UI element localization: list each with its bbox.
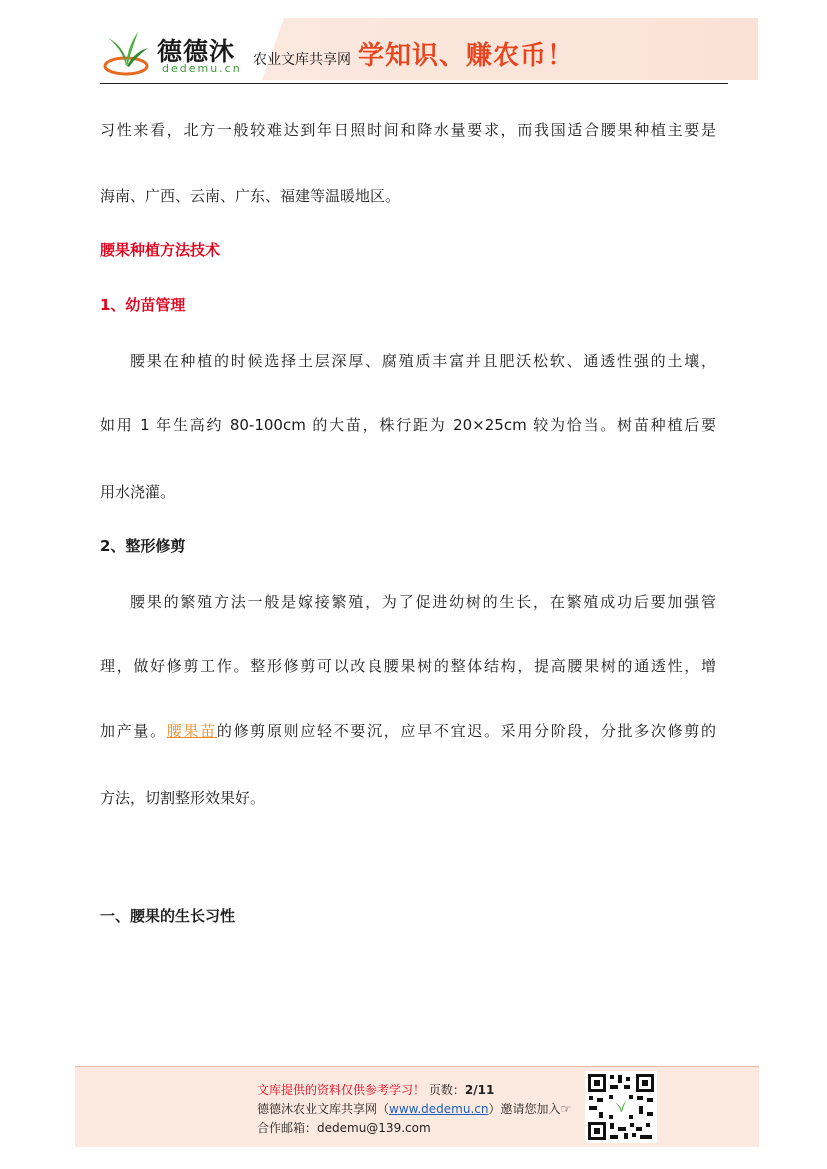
paragraph-line: 习性来看，北方一般较难达到年日照时间和降水量要求，而我国适合腰果种植主要是 bbox=[100, 121, 716, 139]
logo-icon bbox=[102, 30, 150, 76]
text-segment: 加产量。 bbox=[100, 722, 167, 740]
footer-notice-line bbox=[257, 1081, 494, 1098]
paragraph-line bbox=[100, 721, 716, 741]
site-text: 德德沐农业文库共享网（ bbox=[257, 1102, 390, 1116]
footer-site-line bbox=[257, 1100, 571, 1117]
qr-code-icon[interactable] bbox=[585, 1071, 657, 1143]
paragraph-line: 腰果在种植的时候选择土层深厚、腐殖质丰富并且肥沃松软、通透性强的土壤， bbox=[130, 352, 716, 370]
pages-label: 页数： bbox=[428, 1083, 465, 1097]
logo-text: 德德沐 bbox=[157, 37, 236, 66]
subsection-heading: 2、整形修剪 bbox=[100, 537, 186, 555]
paragraph-line: 如用 1 年生高约 80-100cm 的大苗，株行距为 20×25cm 较为恰当。树苗种植后要 bbox=[100, 416, 716, 434]
logo-domain: dedemu.cn bbox=[162, 62, 242, 75]
site-link[interactable]: www.dedemu.cn bbox=[389, 1102, 489, 1116]
seedling-link[interactable]: 腰果苗 bbox=[166, 722, 217, 740]
site-text: ）邀请您加入☞ bbox=[488, 1102, 572, 1116]
section-heading: 腰果种植方法技术 bbox=[100, 241, 221, 259]
site-name: 农业文库共享网 bbox=[253, 52, 351, 68]
page-header bbox=[100, 18, 758, 84]
paragraph-line: 海南、广西、云南、广东、福建等温暖地区。 bbox=[100, 187, 401, 205]
page-footer bbox=[75, 1066, 759, 1147]
footer-email: 合作邮箱：dedemu@139.com bbox=[257, 1121, 431, 1135]
page-total: 11 bbox=[477, 1083, 495, 1097]
page-separator: / bbox=[473, 1083, 478, 1097]
header-slogan: 学知识、赚农币！ bbox=[358, 41, 575, 71]
subsection-heading: 1、幼苗管理 bbox=[100, 296, 186, 314]
paragraph-line: 方法，切割整形效果好。 bbox=[100, 789, 266, 807]
footer-notice: 文库提供的资料仅供参考学习！ bbox=[257, 1083, 426, 1097]
paragraph-line: 腰果的繁殖方法一般是嫁接繁殖，为了促进幼树的生长，在繁殖成功后要加强管 bbox=[130, 593, 716, 611]
section-heading: 一、腰果的生长习性 bbox=[100, 907, 236, 925]
paragraph-line: 用水浇灌。 bbox=[100, 483, 176, 501]
header-divider bbox=[100, 83, 728, 84]
page-current: 2 bbox=[464, 1083, 474, 1097]
paragraph-line: 理，做好修剪工作。整形修剪可以改良腰果树的整体结构，提高腰果树的通透性，增 bbox=[100, 657, 716, 675]
text-segment: 的修剪原则应轻不要沉，应早不宜迟。采用分阶段，分批多次修剪的 bbox=[216, 722, 716, 740]
